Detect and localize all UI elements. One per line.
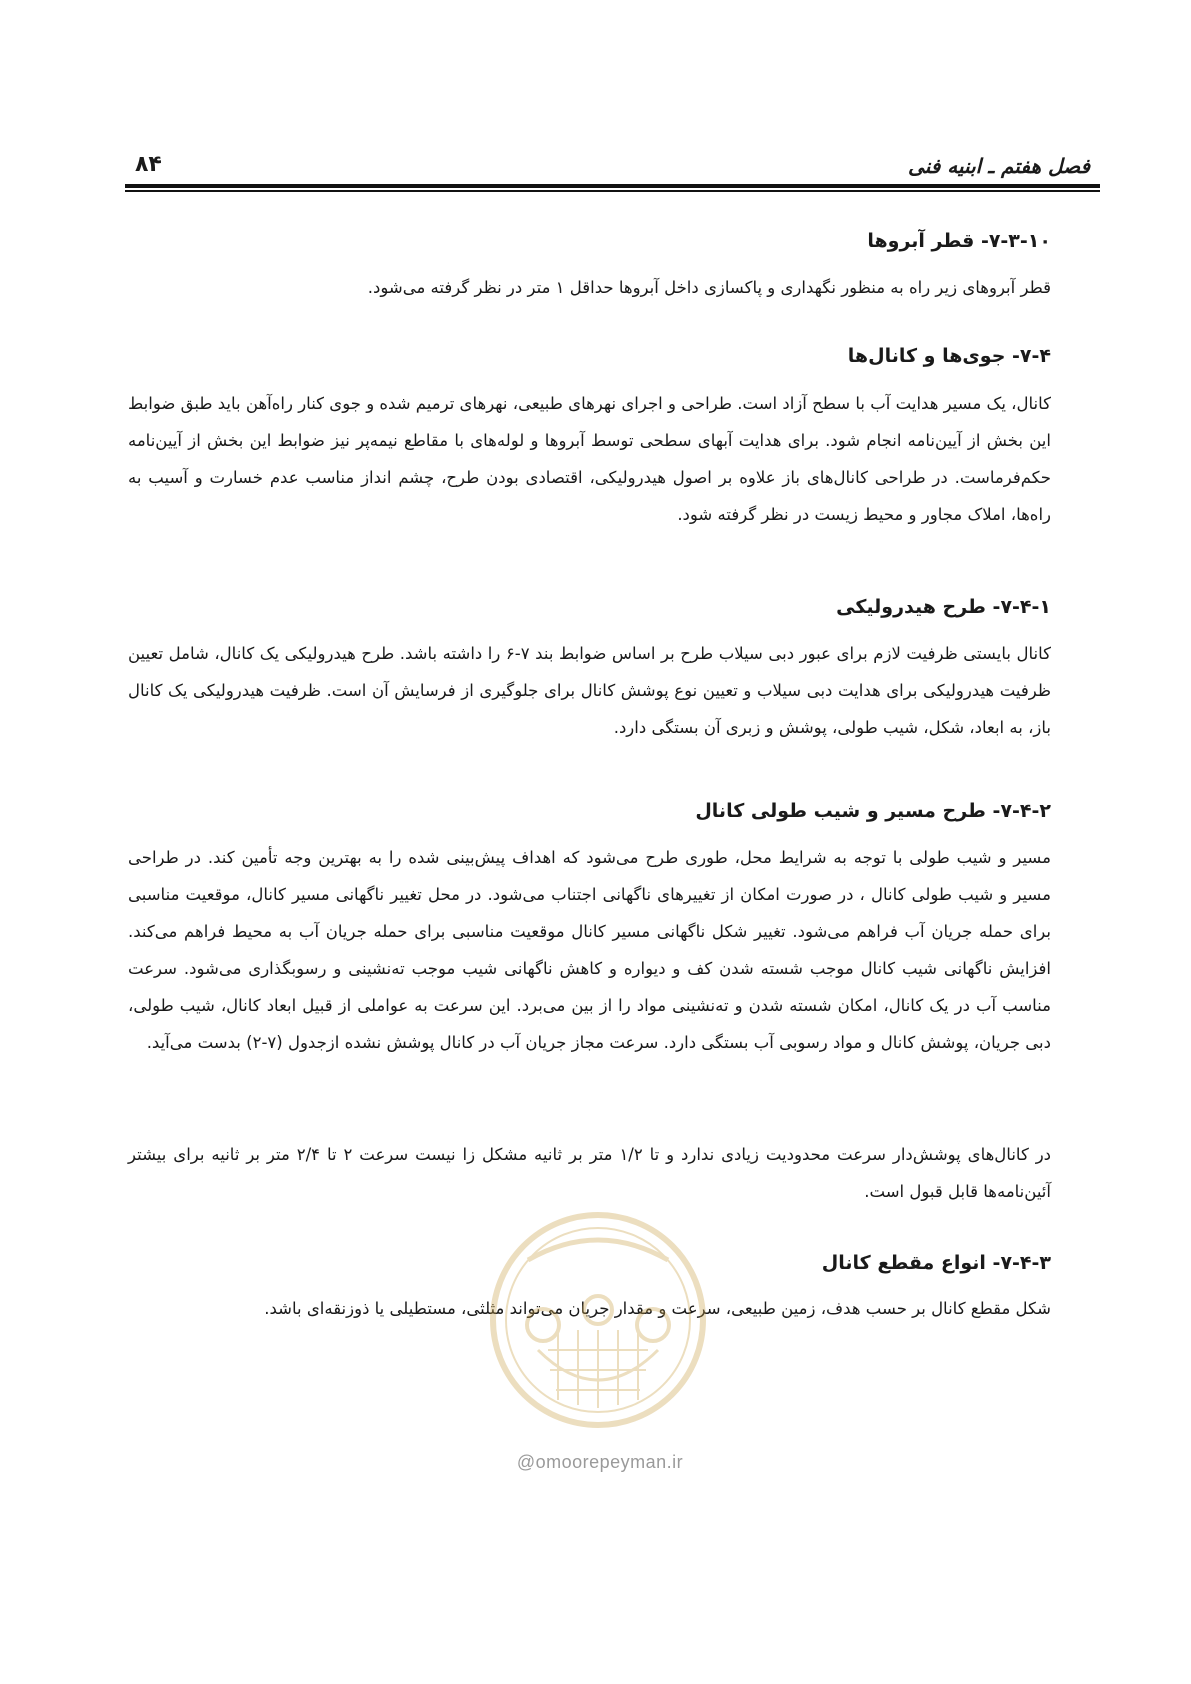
paragraph: شکل مقطع کانال بر حسب هدف، زمین طبیعی، سرعت و مقدار جریان می‌تواند مثلثی، مستطیلی یا ذوزنقه‌ای باشد.: [264, 1299, 1051, 1318]
section-heading: ۷-۳-۱۰- قطر آبروها: [867, 230, 1051, 252]
paragraph: کانال، یک مسیر هدایت آب با سطح آزاد است. طراحی و اجرای نهرهای طبیعی، نهرهای ترمیم شده و جوی کنار راه‌آهن باید طبق ضوابط این بخش از آیین‌نامه انجام شود. برای هدایت آبهای سطحی توسط آبروها و لوله‌های با مقاطع نیمه‌پر نیز ضوابط این بخش از آیین‌نامه حکم‌فرماست. در طراحی کانال‌های باز علاوه بر اصول هیدرولیکی، اقتصادی بودن طرح، چشم انداز مناسب عدم خسارت و آسیب به راه‌ها، املاک مجاور و محیط زیست در نظر گرفته شود.: [128, 394, 1051, 524]
paragraph: در کانال‌های پوشش‌دار سرعت محدودیت زیادی ندارد و تا ۱/۲ متر بر ثانیه مشکل زا نیست سرعت ۲ تا ۲/۴ متر بر ثانیه برای بیشتر آئین‌نامه‌ها قابل قبول است.: [128, 1145, 1052, 1201]
header-rule-thin: [125, 190, 1100, 192]
watermark-logo-icon: [478, 1200, 718, 1460]
section-heading: ۷-۴-۱- طرح هیدرولیکی: [836, 596, 1051, 618]
paragraph: قطر آبروهای زیر راه به منظور نگهداری و پاکسازی داخل آبروها حداقل ۱ متر در نظر گرفته می‌شود.: [367, 278, 1051, 297]
header-rule-thick: [125, 184, 1100, 188]
paragraph: کانال بایستی ظرفیت لازم برای عبور دبی سیلاب طرح بر اساس ضوابط بند ۷-۶ را داشته باشد. طرح هیدرولیکی یک کانال، شامل تعیین ظرفیت هیدرولیکی برای هدایت دبی سیلاب و تعیین نوع پوشش کانال برای جلوگیری از فرسایش آن است. ظرفیت هیدرولیکی یک کانال باز، به ابعاد، شکل، شیب طولی، پوشش و زبری آن بستگی دارد.: [128, 644, 1051, 737]
section-heading: ۷-۴- جوی‌ها و کانال‌ها: [847, 345, 1051, 367]
section-heading: ۷-۴-۲- طرح مسیر و شیب طولی کانال: [695, 800, 1051, 822]
section-heading: ۷-۴-۳- انواع مقطع کانال: [821, 1252, 1051, 1274]
watermark-url: @omoorepeyman.ir: [516, 1452, 684, 1472]
paragraph: مسیر و شیب طولی با توجه به شرایط محل، طوری طرح می‌شود که اهداف پیش‌بینی شده را به بهترین وجه تأمین کند. در طراحی مسیر و شیب طولی کانال ، در صورت امکان از تغییرهای ناگهانی اجتناب می‌شود. در محل تغییر ناگهانی مسیر کانال، موقعیت مناسبی برای حمله جریان آب فراهم می‌شود. تغییر شکل ناگهانی مسیر کانال موقعیت مناسبی برای حمله جریان آب به محیط فراهم می‌کند. افزایش ناگهانی شیب کانال موجب شسته شدن کف و دیواره و کاهش ناگهانی شیب موجب ته‌نشینی و رسوبگذاری می‌شود. سرعت مناسب آب در یک کانال، امکان شسته شدن و ته‌نشینی مواد را از بین می‌برد. این سرعت به عواملی از قبیل ابعاد کانال، شیب طولی، دبی جریان، پوشش کانال و مواد رسوبی آب بستگی دارد. سرعت مجاز جریان آب در کانال پوشش نشده ازجدول (۷-۲) بدست می‌آید.: [128, 848, 1051, 1052]
running-header: [125, 148, 1100, 186]
chapter-title: فصل هفتم ـ ابنیه فنی: [908, 154, 1090, 178]
page-number: ۸۴: [135, 152, 162, 177]
